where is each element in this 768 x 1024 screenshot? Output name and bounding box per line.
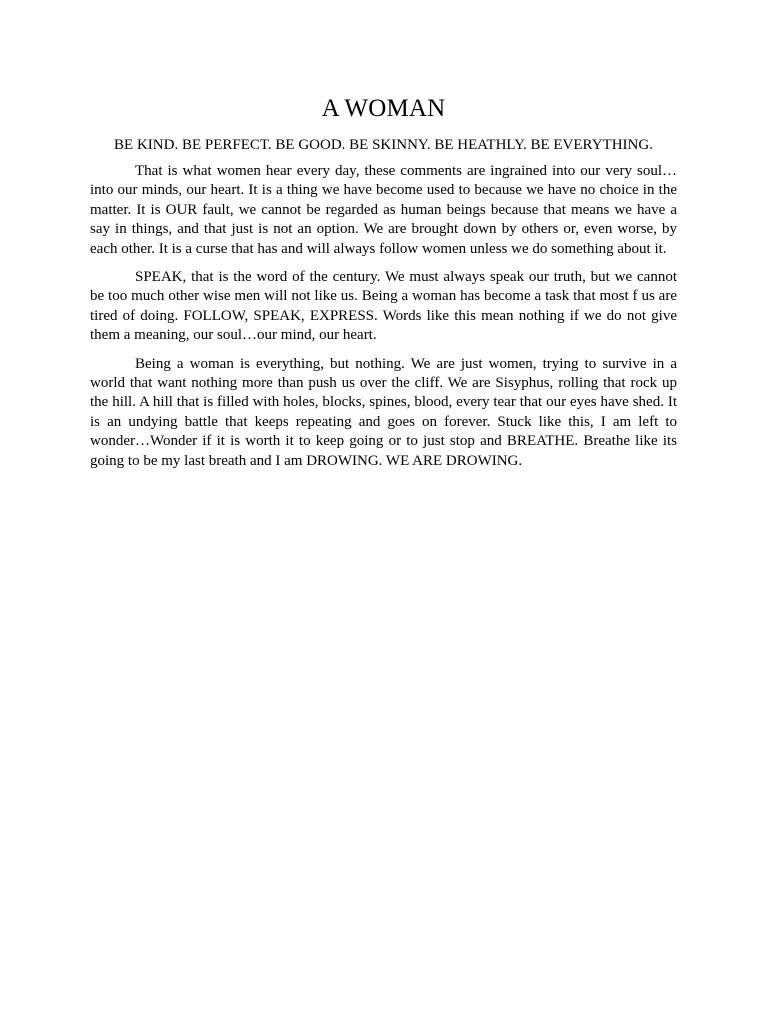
paragraph-3: Being a woman is everything, but nothing. We are just women, trying to survive in a world that want nothing more than push us over the cliff. We are Sisyphus, rolling that rock up the hill. A hill that is filled with holes, blocks, spines, blood, every tear that our eyes have shed. It is an undying battle that keeps repeating and goes on forever. Stuck like this, I am left to wonder…Wonder if it is worth it to keep going or to just stop and BREATHE. Breathe like its going to be my last breath and I am DROWING. WE ARE DROWING. xyxy=(90,355,677,469)
document-subtitle: BE KIND. BE PERFECT. BE GOOD. BE SKINNY. BE HEATHLY. BE EVERYTHING. xyxy=(114,137,653,153)
document-title: A WOMAN xyxy=(321,95,446,122)
document-page xyxy=(90,0,677,471)
paragraph-1: That is what women hear every day, these comments are ingrained into our very soul… into our minds, our heart. It is a thing we have become used to because we have no choice in the matter. It is OUR fault, we cannot be regarded as human beings because that means we have a say in things, and that just is not an option. We are brought down by others or, even worse, by each other. It is a curse that has and will always follow women unless we do something about it. xyxy=(90,163,677,257)
paragraph-2: SPEAK, that is the word of the century. We must always speak our truth, but we cannot be too much other wise men will not like us. Being a woman has become a task that most f us are tired of doing. FOLLOW, SPEAK, EXPRESS. Words like this mean nothing if we do not give them a meaning, our soul…our mind, our heart. xyxy=(90,269,677,344)
